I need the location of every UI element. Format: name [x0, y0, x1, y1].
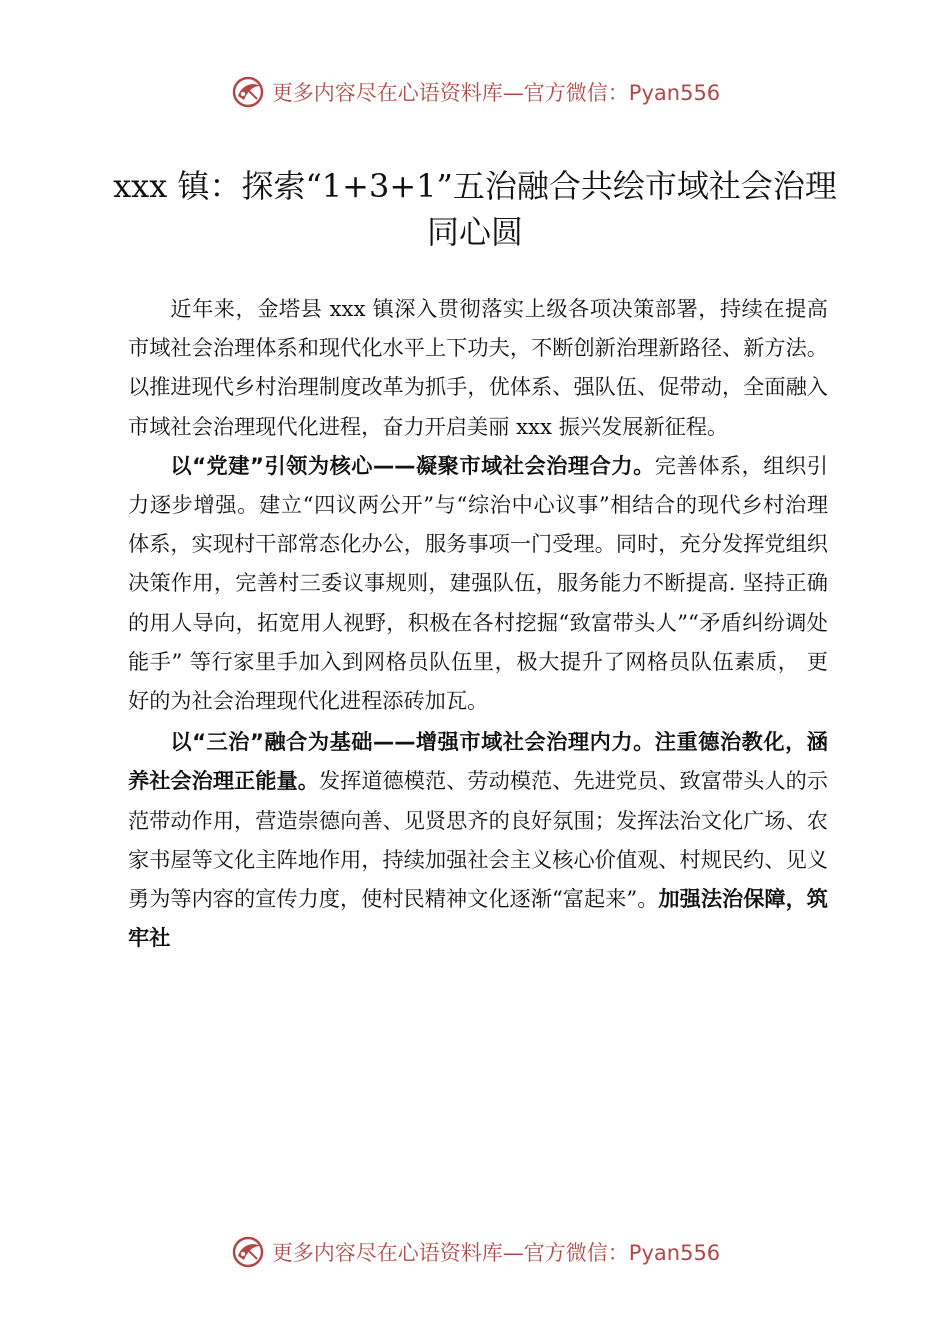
paragraph-text: 完善体系，组织引力逐步增强。建立“四议两公开”与“综治中心议事”相结合的现代乡村治理体系，实现村干部常态化办公，服务事项一门受理。同时，充分发挥党组织决策作用，完善村三委议事规则，建强队伍，服务能力不断提高. 坚持正确的用人导向，拓宽用人视野，积极在各村挖掘“致富带头人”“矛盾纠纷调处能手” 等行家里手加入到网格员队伍里，极大提升了网格员队伍素质， 更好的为社会治理现代化进程添砖加瓦。	[128, 452, 829, 714]
red-logo-icon	[230, 1234, 266, 1270]
section-heading: 以“党建”引领为核心——凝聚市域社会治理合力。	[170, 452, 655, 478]
section-heading: 以“三治”融合为基础——增强市域社会治理内力。	[170, 729, 655, 755]
document-title: xxx 镇：探索“1+3+1”五治融合共绘市域社会治理同心圆	[113, 167, 837, 251]
paragraph-text: 近年来，金塔县 xxx 镇深入贯彻落实上级各项决策部署，持续在提高市域社会治理体系和现代化水平上下功夫，不断创新治理新路径、新方法。以推进现代乡村治理制度改革为抓手，优体系、强队伍、促带动，全面融入市域社会治理现代化进程，奋力开启美丽 xxx 振兴发展新征程。	[128, 296, 828, 439]
paragraph-party-building	[128, 446, 828, 720]
watermark-text: 更多内容尽在心语资料库—官方微信：Pyan556	[271, 1241, 721, 1265]
document-body	[128, 289, 828, 957]
paragraph-three-governance	[128, 722, 828, 957]
header-watermark	[0, 72, 950, 112]
watermark-text: 更多内容尽在心语资料库—官方微信：Pyan556	[271, 81, 721, 105]
paragraph-intro	[128, 289, 828, 446]
footer-watermark	[0, 1232, 950, 1272]
paragraph-text: 发挥道德模范、劳动模范、先进党员、致富带头人的示范带动作用，营造崇德向善、见贤思齐的良好氛围；发挥法治文化广场、农家书屋等文化主阵地作用，持续加强社会主义核心价值观、村规民约、见义勇为等内容的宣传力度，使村民精神文化逐渐“富起来”。	[128, 768, 828, 912]
red-logo-icon	[230, 74, 266, 110]
subsection-heading: 注重德治教化，涵养社会治理正能量。	[128, 729, 828, 794]
subsection-heading-continued: 加强法治保障，筑牢社	[128, 886, 828, 951]
